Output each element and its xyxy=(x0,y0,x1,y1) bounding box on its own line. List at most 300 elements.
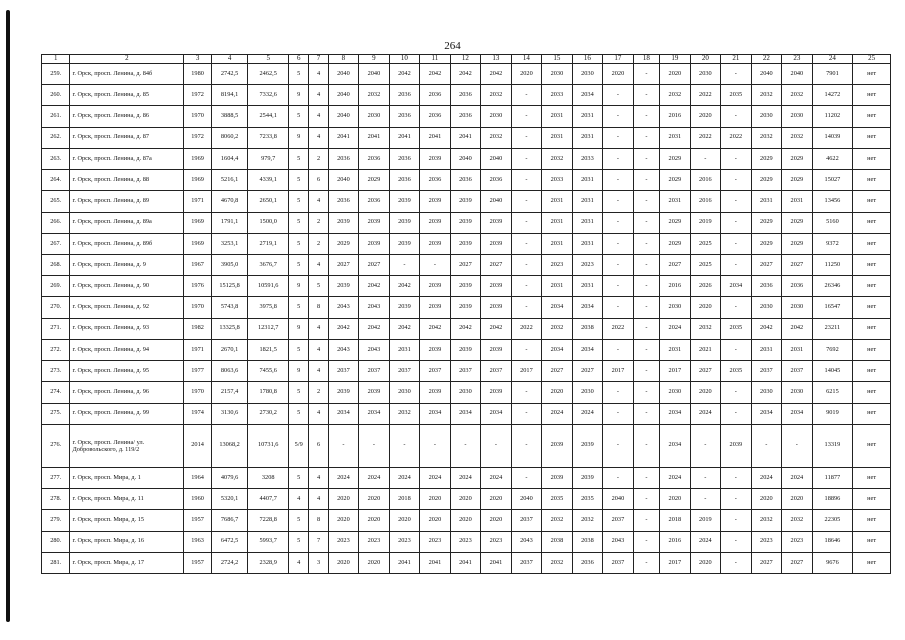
table-cell: 260. xyxy=(42,85,70,106)
table-cell: 2157,4 xyxy=(211,382,248,403)
table-cell: 2034 xyxy=(481,403,512,424)
table-cell: 2030 xyxy=(751,106,782,127)
table-cell: 4 xyxy=(309,339,328,360)
address-cell: г. Орск, просп. Ленина, д. 87 xyxy=(70,127,184,148)
table-cell: 2027 xyxy=(450,254,481,275)
table-cell: 1963 xyxy=(184,531,211,552)
table-cell: 2029 xyxy=(359,170,390,191)
table-cell: 2020 xyxy=(660,489,691,510)
table-cell: 2042 xyxy=(450,318,481,339)
table-cell: 276. xyxy=(42,424,70,467)
table-cell: 2039 xyxy=(420,382,451,403)
table-cell: 2024 xyxy=(389,467,420,488)
table-cell: нет xyxy=(853,212,891,233)
column-header-14: 14 xyxy=(511,55,542,64)
table-cell: 4 xyxy=(309,127,328,148)
table-cell: 2032 xyxy=(690,318,721,339)
table-cell: 2039 xyxy=(481,212,512,233)
table-cell: 1970 xyxy=(184,382,211,403)
table-cell: 269. xyxy=(42,276,70,297)
table-cell: 2032 xyxy=(542,552,573,573)
table-cell: - xyxy=(633,552,659,573)
table-cell: 2039 xyxy=(359,382,390,403)
table-cell: 280. xyxy=(42,531,70,552)
table-cell: 14045 xyxy=(812,361,853,382)
table-cell: - xyxy=(511,467,542,488)
table-cell: 2029 xyxy=(782,233,813,254)
table-cell: 2039 xyxy=(450,191,481,212)
column-header-20: 20 xyxy=(690,55,721,64)
table-cell: 2030 xyxy=(782,297,813,318)
table-row xyxy=(42,106,891,127)
table-cell: 2031 xyxy=(542,212,573,233)
table-cell: 13319 xyxy=(812,424,853,467)
address-cell: г. Орск, просп. Ленина, д. 89 xyxy=(70,191,184,212)
table-cell: 2035 xyxy=(721,318,752,339)
table-cell: 1969 xyxy=(184,212,211,233)
table-cell: 8 xyxy=(309,510,328,531)
table-cell: 2034 xyxy=(420,403,451,424)
table-cell: 2030 xyxy=(782,106,813,127)
table-row xyxy=(42,276,891,297)
table-cell: нет xyxy=(853,318,891,339)
table-cell: 2031 xyxy=(572,276,603,297)
table-cell: - xyxy=(389,424,420,467)
table-cell: 2032 xyxy=(542,148,573,169)
table-cell: нет xyxy=(853,170,891,191)
table-cell: 2036 xyxy=(572,552,603,573)
table-cell: 2035 xyxy=(721,85,752,106)
table-cell: 1970 xyxy=(184,106,211,127)
table-cell: 263. xyxy=(42,148,70,169)
table-cell: 1969 xyxy=(184,170,211,191)
table-cell: нет xyxy=(853,127,891,148)
table-cell: 8194,1 xyxy=(211,85,248,106)
table-cell: 2016 xyxy=(690,170,721,191)
table-cell: 2036 xyxy=(420,170,451,191)
table-cell: 2031 xyxy=(542,127,573,148)
table-cell: - xyxy=(751,424,782,467)
table-cell: 277. xyxy=(42,467,70,488)
table-cell: 7233,8 xyxy=(248,127,289,148)
table-cell: - xyxy=(721,339,752,360)
table-cell: 2029 xyxy=(751,170,782,191)
table-cell: 2039 xyxy=(420,297,451,318)
table-cell: 2032 xyxy=(481,85,512,106)
table-row xyxy=(42,467,891,488)
table-cell: 5 xyxy=(289,212,309,233)
table-cell: - xyxy=(511,339,542,360)
table-cell: 2016 xyxy=(660,106,691,127)
table-cell: 2034 xyxy=(328,403,359,424)
table-cell: - xyxy=(690,489,721,510)
table-cell: - xyxy=(633,170,659,191)
table-cell: 2026 xyxy=(690,276,721,297)
column-header-19: 19 xyxy=(660,55,691,64)
table-cell: 2042 xyxy=(389,318,420,339)
table-cell: 265. xyxy=(42,191,70,212)
table-cell: 2024 xyxy=(660,318,691,339)
table-cell: - xyxy=(721,233,752,254)
table-cell: 2041 xyxy=(420,552,451,573)
table-cell: 2037 xyxy=(511,552,542,573)
table-cell: 7692 xyxy=(812,339,853,360)
table-cell: 1972 xyxy=(184,85,211,106)
table-cell: 2039 xyxy=(542,424,573,467)
table-cell: - xyxy=(511,424,542,467)
table-cell: 2041 xyxy=(481,552,512,573)
column-header-15: 15 xyxy=(542,55,573,64)
table-cell: 2020 xyxy=(450,489,481,510)
table-cell: 2020 xyxy=(782,489,813,510)
table-cell: 2014 xyxy=(184,424,211,467)
table-cell: 23211 xyxy=(812,318,853,339)
table-cell: 2020 xyxy=(328,552,359,573)
address-cell: г. Орск, просп. Ленина, д. 87а xyxy=(70,148,184,169)
table-cell: 2032 xyxy=(359,85,390,106)
table-cell: нет xyxy=(853,191,891,212)
table-cell: - xyxy=(721,106,752,127)
table-cell: - xyxy=(721,64,752,85)
table-cell: 2037 xyxy=(603,510,634,531)
table-cell: 2030 xyxy=(359,106,390,127)
table-cell: 2039 xyxy=(359,233,390,254)
table-cell: - xyxy=(511,148,542,169)
table-row xyxy=(42,191,891,212)
table-cell: 2020 xyxy=(690,382,721,403)
table-cell: 5 xyxy=(289,403,309,424)
table-cell: 2027 xyxy=(660,254,691,275)
table-cell: 2029 xyxy=(782,170,813,191)
table-cell: 2030 xyxy=(542,64,573,85)
address-cell: г. Орск, просп. Ленина, д. 88 xyxy=(70,170,184,191)
table-cell: 2039 xyxy=(481,297,512,318)
table-cell: 2032 xyxy=(751,510,782,531)
table-cell: 2030 xyxy=(660,382,691,403)
table-cell: 2036 xyxy=(389,148,420,169)
table-cell: 2024 xyxy=(542,403,573,424)
table-cell: 1780,8 xyxy=(248,382,289,403)
table-cell: - xyxy=(690,148,721,169)
table-cell: 5 xyxy=(289,191,309,212)
table-cell: 2027 xyxy=(328,254,359,275)
housing-registry-table xyxy=(41,54,891,574)
table-cell: нет xyxy=(853,361,891,382)
table-row xyxy=(42,510,891,531)
table-cell: 2031 xyxy=(542,276,573,297)
table-cell: 2042 xyxy=(359,276,390,297)
table-cell: 4407,7 xyxy=(248,489,289,510)
table-cell: 2 xyxy=(309,382,328,403)
table-cell: - xyxy=(420,254,451,275)
table-cell: нет xyxy=(853,382,891,403)
column-header-6: 6 xyxy=(289,55,309,64)
table-cell: 7686,7 xyxy=(211,510,248,531)
table-cell: 9676 xyxy=(812,552,853,573)
table-cell: 2023 xyxy=(420,531,451,552)
table-cell: 2027 xyxy=(359,254,390,275)
table-cell: 2034 xyxy=(660,403,691,424)
scan-edge-bar xyxy=(6,10,10,622)
table-cell: 278. xyxy=(42,489,70,510)
table-cell: - xyxy=(721,467,752,488)
table-cell: 2036 xyxy=(450,85,481,106)
table-cell: 2023 xyxy=(450,531,481,552)
table-cell: 1960 xyxy=(184,489,211,510)
table-cell: 2039 xyxy=(389,297,420,318)
table-cell: нет xyxy=(853,467,891,488)
table-cell: 2032 xyxy=(782,85,813,106)
table-cell: 7455,6 xyxy=(248,361,289,382)
table-cell: 2030 xyxy=(450,382,481,403)
address-cell: г. Орск, просп. Ленина, д. 92 xyxy=(70,297,184,318)
table-cell: 5 xyxy=(309,276,328,297)
table-cell: 2042 xyxy=(389,276,420,297)
table-cell: 2024 xyxy=(660,467,691,488)
table-cell: 2036 xyxy=(450,170,481,191)
column-header-1: 1 xyxy=(42,55,70,64)
table-cell: 2041 xyxy=(328,127,359,148)
table-cell: 2020 xyxy=(359,552,390,573)
table-cell: - xyxy=(603,85,634,106)
address-cell: г. Орск, просп. Ленина, д. 94 xyxy=(70,339,184,360)
table-row xyxy=(42,212,891,233)
table-cell: - xyxy=(603,276,634,297)
table-cell: 2027 xyxy=(481,254,512,275)
table-cell: 2040 xyxy=(481,191,512,212)
table-cell: 2042 xyxy=(782,318,813,339)
table-cell: 2 xyxy=(309,148,328,169)
table-cell: 2024 xyxy=(782,467,813,488)
table-cell: 2020 xyxy=(359,489,390,510)
table-cell: - xyxy=(603,106,634,127)
table-cell: 2020 xyxy=(690,552,721,573)
table-cell: 2025 xyxy=(690,233,721,254)
table-row xyxy=(42,233,891,254)
table-cell: 2029 xyxy=(660,148,691,169)
table-cell: 2034 xyxy=(572,297,603,318)
table-cell: 7901 xyxy=(812,64,853,85)
table-cell: 11877 xyxy=(812,467,853,488)
table-cell: 1971 xyxy=(184,191,211,212)
table-cell: - xyxy=(633,106,659,127)
table-cell: 2043 xyxy=(359,339,390,360)
table-cell: 274. xyxy=(42,382,70,403)
table-cell: - xyxy=(511,276,542,297)
table-cell: 10591,6 xyxy=(248,276,289,297)
table-cell: 262. xyxy=(42,127,70,148)
table-cell: 2462,5 xyxy=(248,64,289,85)
table-cell: 2034 xyxy=(542,339,573,360)
table-cell: 8063,6 xyxy=(211,361,248,382)
table-cell: 1982 xyxy=(184,318,211,339)
table-cell: - xyxy=(633,510,659,531)
table-cell: 2016 xyxy=(690,191,721,212)
table-cell: - xyxy=(511,212,542,233)
table-cell: 2032 xyxy=(542,318,573,339)
table-cell: 13325,8 xyxy=(211,318,248,339)
table-cell: 2034 xyxy=(721,276,752,297)
table-cell: 5 xyxy=(289,254,309,275)
table-cell: 22305 xyxy=(812,510,853,531)
table-cell: 2033 xyxy=(542,170,573,191)
table-cell: 2043 xyxy=(511,531,542,552)
table-cell: 5 xyxy=(289,297,309,318)
table-cell: 2036 xyxy=(420,85,451,106)
table-cell: 2036 xyxy=(389,106,420,127)
table-cell: 2040 xyxy=(511,489,542,510)
table-cell: 2034 xyxy=(572,85,603,106)
table-cell: 11250 xyxy=(812,254,853,275)
table-cell: - xyxy=(633,85,659,106)
table-cell: - xyxy=(633,254,659,275)
address-cell: г. Орск, просп. Ленина, д. 85 xyxy=(70,85,184,106)
table-cell: 3208 xyxy=(248,467,289,488)
table-row xyxy=(42,531,891,552)
table-cell: 2037 xyxy=(359,361,390,382)
table-cell: - xyxy=(721,191,752,212)
table-cell: - xyxy=(721,382,752,403)
table-cell: 2029 xyxy=(782,212,813,233)
table-cell: - xyxy=(511,254,542,275)
table-cell: - xyxy=(603,148,634,169)
column-header-24: 24 xyxy=(812,55,853,64)
table-cell: 2034 xyxy=(751,403,782,424)
table-cell: 2031 xyxy=(542,106,573,127)
table-cell: нет xyxy=(853,85,891,106)
table-cell: - xyxy=(603,339,634,360)
table-cell: 1957 xyxy=(184,552,211,573)
table-cell: - xyxy=(603,212,634,233)
page-number: 264 xyxy=(444,40,461,52)
table-cell: 2029 xyxy=(751,233,782,254)
table-header xyxy=(42,55,891,64)
table-cell: 2038 xyxy=(572,531,603,552)
table-cell: 2043 xyxy=(328,339,359,360)
table-cell: 4 xyxy=(309,467,328,488)
table-cell: 18646 xyxy=(812,531,853,552)
table-cell: 13456 xyxy=(812,191,853,212)
column-header-10: 10 xyxy=(389,55,420,64)
column-header-17: 17 xyxy=(603,55,634,64)
table-cell: 4 xyxy=(309,85,328,106)
table-cell: 2042 xyxy=(751,318,782,339)
table-cell: 2036 xyxy=(389,85,420,106)
table-cell: 2036 xyxy=(359,148,390,169)
table-cell: 270. xyxy=(42,297,70,318)
table-cell: 2034 xyxy=(782,403,813,424)
table-cell: 15027 xyxy=(812,170,853,191)
table-cell: 261. xyxy=(42,106,70,127)
table-cell: - xyxy=(633,467,659,488)
table-cell: 264. xyxy=(42,170,70,191)
table-cell: 2040 xyxy=(359,64,390,85)
table-cell: 2032 xyxy=(542,510,573,531)
table-cell: 2020 xyxy=(690,297,721,318)
table-cell: 2023 xyxy=(481,531,512,552)
address-cell: г. Орск, просп. Мира, д. 17 xyxy=(70,552,184,573)
table-cell: 2039 xyxy=(420,276,451,297)
table-cell: 2037 xyxy=(782,361,813,382)
table-cell: 2020 xyxy=(542,382,573,403)
table-cell: 2040 xyxy=(450,148,481,169)
table-cell: 2023 xyxy=(328,531,359,552)
table-cell: 3253,1 xyxy=(211,233,248,254)
table-cell: 2032 xyxy=(389,403,420,424)
table-cell: 271. xyxy=(42,318,70,339)
table-cell: - xyxy=(633,148,659,169)
table-cell: - xyxy=(721,552,752,573)
table-cell: нет xyxy=(853,424,891,467)
table-cell: 2043 xyxy=(603,531,634,552)
column-header-7: 7 xyxy=(309,55,328,64)
table-cell: 6215 xyxy=(812,382,853,403)
table-cell: 2039 xyxy=(389,191,420,212)
table-cell: 3676,7 xyxy=(248,254,289,275)
table-cell: 4622 xyxy=(812,148,853,169)
table-cell: 5320,1 xyxy=(211,489,248,510)
table-cell: 2042 xyxy=(328,318,359,339)
table-cell: - xyxy=(603,127,634,148)
table-cell: нет xyxy=(853,339,891,360)
column-header-13: 13 xyxy=(481,55,512,64)
table-cell: - xyxy=(633,489,659,510)
table-cell: 2030 xyxy=(751,297,782,318)
table-cell: 2040 xyxy=(328,85,359,106)
table-row xyxy=(42,85,891,106)
column-header-2: 2 xyxy=(70,55,184,64)
table-cell: 2019 xyxy=(690,212,721,233)
table-cell: 3 xyxy=(309,552,328,573)
table-cell: 2020 xyxy=(511,64,542,85)
table-cell: 1977 xyxy=(184,361,211,382)
table-row xyxy=(42,170,891,191)
table-cell: 18896 xyxy=(812,489,853,510)
table-cell: 2039 xyxy=(328,382,359,403)
table-cell: 1967 xyxy=(184,254,211,275)
table-cell: 2029 xyxy=(782,148,813,169)
table-cell: 2027 xyxy=(782,254,813,275)
table-cell: 2039 xyxy=(721,424,752,467)
column-header-25: 25 xyxy=(853,55,891,64)
table-cell: 6 xyxy=(309,424,328,467)
table-cell: 1974 xyxy=(184,403,211,424)
table-cell: 2039 xyxy=(481,233,512,254)
table-cell: 2039 xyxy=(420,233,451,254)
table-cell: 2039 xyxy=(481,339,512,360)
table-cell: - xyxy=(633,424,659,467)
table-cell: 2027 xyxy=(690,361,721,382)
table-cell: 2650,1 xyxy=(248,191,289,212)
table-cell: - xyxy=(603,170,634,191)
table-cell: 1791,1 xyxy=(211,212,248,233)
table-cell: 2027 xyxy=(782,552,813,573)
table-cell: 279. xyxy=(42,510,70,531)
table-cell: 2019 xyxy=(690,510,721,531)
table-cell: 2328,9 xyxy=(248,552,289,573)
table-cell: 2670,1 xyxy=(211,339,248,360)
table-cell: 2024 xyxy=(751,467,782,488)
table-cell: 2032 xyxy=(481,127,512,148)
table-cell: 2039 xyxy=(542,467,573,488)
table-cell: 2017 xyxy=(660,552,691,573)
table-row xyxy=(42,489,891,510)
table-cell: 2040 xyxy=(328,106,359,127)
table-cell: 2024 xyxy=(690,403,721,424)
table-cell: - xyxy=(690,467,721,488)
table-cell: 4 xyxy=(309,361,328,382)
table-cell: 2017 xyxy=(511,361,542,382)
